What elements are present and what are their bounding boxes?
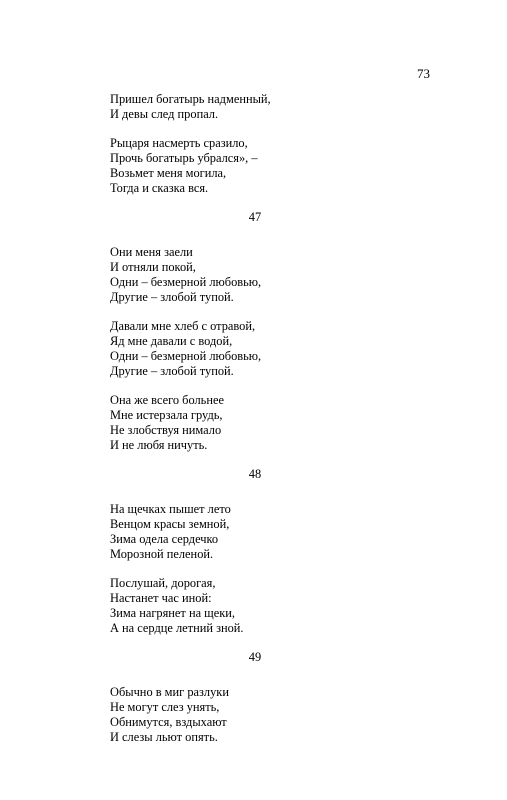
- stanza: [110, 502, 400, 562]
- verse-line: Одни – безмерной любовью,: [110, 275, 262, 289]
- poem-number: 48: [248, 467, 262, 481]
- verse-line: Давали мне хлеб с отравой,: [110, 319, 256, 333]
- verse-line: И девы след пропал.: [110, 107, 219, 121]
- stanza: [110, 576, 400, 636]
- verse-line: Венцом красы земной,: [110, 517, 230, 531]
- verse-line: Они меня заели: [110, 245, 193, 259]
- verse-line: Зима одела сердечко: [110, 532, 219, 546]
- verse-line: Тогда и сказка вся.: [110, 181, 209, 195]
- verse-line: И не любя ничуть.: [110, 438, 208, 452]
- stanza: [110, 393, 400, 453]
- poem-47: [110, 210, 400, 453]
- verse-line: Другие – злобой тупой.: [110, 290, 234, 304]
- verse-line: Зима нагрянет на щеки,: [110, 606, 235, 620]
- page-content: [110, 92, 400, 759]
- verse-line: И слезы льют опять.: [110, 730, 218, 744]
- stanza: [110, 685, 400, 745]
- verse-line: Пришел богатырь надменный,: [110, 92, 271, 106]
- page-number: 73: [417, 66, 430, 81]
- verse-line: Не злобствуя нимало: [110, 423, 222, 437]
- verse-line: На щечках пышет лето: [110, 502, 231, 516]
- verse-line: А на сердце летний зной.: [110, 621, 244, 635]
- poem-49: [110, 650, 400, 745]
- continued-poem: [110, 92, 400, 196]
- verse-line: Другие – злобой тупой.: [110, 364, 234, 378]
- poem-48: [110, 467, 400, 636]
- verse-line: Обнимутся, вздыхают: [110, 715, 227, 729]
- verse-line: Одни – безмерной любовью,: [110, 349, 262, 363]
- verse-line: Морозной пеленой.: [110, 547, 214, 561]
- verse-line: Мне истерзала грудь,: [110, 408, 223, 422]
- verse-line: Обычно в миг разлуки: [110, 685, 229, 699]
- verse-line: Не могут слез унять,: [110, 700, 220, 714]
- stanza: [110, 245, 400, 305]
- stanza: [110, 92, 400, 122]
- verse-line: Рыцаря насмерть сразило,: [110, 136, 248, 150]
- poem-number: 47: [248, 210, 262, 224]
- verse-line: Она же всего больнее: [110, 393, 224, 407]
- verse-line: Послушай, дорогая,: [110, 576, 216, 590]
- stanza: [110, 136, 400, 196]
- verse-line: Прочь богатырь убрался», –: [110, 151, 258, 165]
- verse-line: Яд мне давали с водой,: [110, 334, 233, 348]
- poem-number: 49: [248, 650, 262, 664]
- verse-line: Возьмет меня могила,: [110, 166, 227, 180]
- verse-line: Настанет час иной:: [110, 591, 212, 605]
- verse-line: И отняли покой,: [110, 260, 196, 274]
- stanza: [110, 319, 400, 379]
